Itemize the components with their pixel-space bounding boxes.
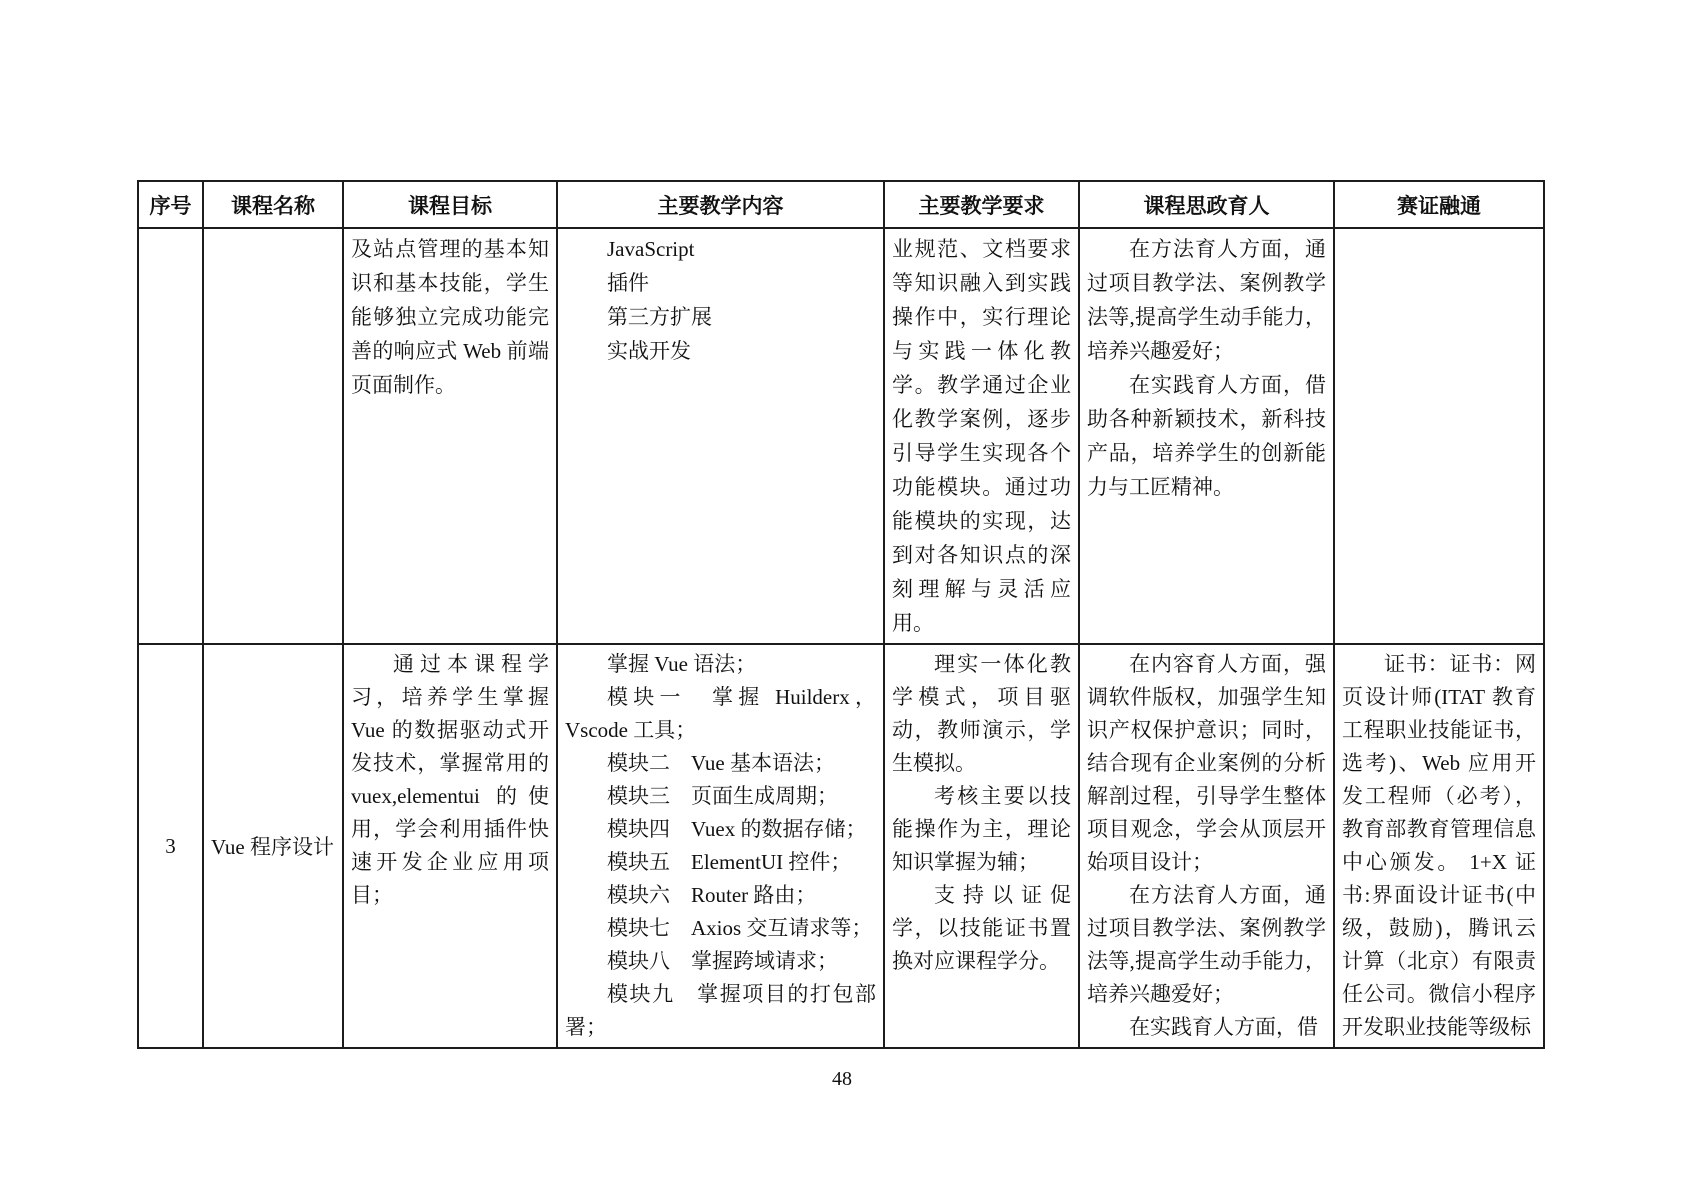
cell-certificates xyxy=(1334,228,1544,644)
header-teaching-requirements: 主要教学要求 xyxy=(884,181,1079,228)
objectives-paragraph: 及站点管理的基本知识和基本技能，学生能够独立完成功能完善的响应式 Web 前端页面制作。 xyxy=(351,237,549,397)
ideology-paragraph: 在方法育人方面，通过项目教学法、案例教学法等,提高学生动手能力，培养兴趣爱好； xyxy=(1087,237,1326,363)
page-number: 48 xyxy=(832,1068,852,1090)
content-line: 模块三 页面生成周期； xyxy=(607,784,838,808)
objectives-paragraph: 通过本课程学习，培养学生掌握 Vue 的数据驱动式开发技术，掌握常用的 vuex,elementui 的使用，学会利用插件快速开发企业应用项目； xyxy=(351,652,549,907)
content-line: 模块一 掌握 Huilderx，Vscode 工具； xyxy=(565,685,876,742)
cell-teaching-requirements xyxy=(884,228,1079,644)
cell-objectives xyxy=(343,644,557,1048)
header-objectives: 课程目标 xyxy=(343,181,557,228)
curriculum-table xyxy=(137,180,1545,1049)
cell-course-name xyxy=(203,228,343,644)
content-line: 模块二 Vue 基本语法； xyxy=(607,751,835,775)
header-course-name: 课程名称 xyxy=(203,181,343,228)
cell-teaching-content xyxy=(557,644,884,1048)
requirements-paragraph: 支持以证促学，以技能证书置换对应课程学分。 xyxy=(892,883,1071,973)
cell-ideology xyxy=(1079,644,1334,1048)
table-header-row xyxy=(138,181,1544,228)
content-line: 模块七 Axios 交互请求等； xyxy=(607,916,873,940)
content-line: 第三方扩展 xyxy=(607,305,712,329)
requirements-paragraph: 理实一体化教学模式，项目驱动，教师演示，学生模拟。 xyxy=(892,652,1071,775)
content-line: 掌握 Vue 语法； xyxy=(607,652,757,676)
cell-course-name: Vue 程序设计 xyxy=(203,644,343,1048)
content-line: 模块五 ElementUI 控件； xyxy=(607,850,852,874)
cell-teaching-requirements xyxy=(884,644,1079,1048)
content-line: 模块九 掌握项目的打包部署； xyxy=(565,982,876,1039)
table-row-continuation xyxy=(138,228,1544,644)
content-line: 实战开发 xyxy=(607,339,691,363)
content-line: 模块六 Router 路由； xyxy=(607,883,817,907)
cell-ideology xyxy=(1079,228,1334,644)
content-line: 模块四 Vuex 的数据存储； xyxy=(607,817,867,841)
header-seq: 序号 xyxy=(138,181,203,228)
ideology-paragraph: 在方法育人方面，通过项目教学法、案例教学法等,提高学生动手能力，培养兴趣爱好； xyxy=(1087,883,1326,1006)
ideology-paragraph: 在实践育人方面，借助各种新颖技术，新科技产品，培养学生的创新能力与工匠精神。 xyxy=(1087,373,1326,499)
requirements-paragraph: 考核主要以技能操作为主，理论知识掌握为辅； xyxy=(892,784,1071,874)
table-row-course-3 xyxy=(138,644,1544,1048)
content-line: 插件 xyxy=(607,271,649,295)
content-line: JavaScript xyxy=(607,237,695,261)
header-certificates: 赛证融通 xyxy=(1334,181,1544,228)
header-ideology: 课程思政育人 xyxy=(1079,181,1334,228)
requirements-paragraph: 业规范、文档要求等知识融入到实践操作中，实行理论与实践一体化教学。教学通过企业化教学案例，逐步引导学生实现各个功能模块。通过功能模块的实现，达到对各知识点的深刻理解与灵活应用。 xyxy=(892,237,1071,635)
cell-seq: 3 xyxy=(138,644,203,1048)
cell-objectives xyxy=(343,228,557,644)
header-teaching-content: 主要教学内容 xyxy=(557,181,884,228)
content-line: 模块八 掌握跨域请求； xyxy=(607,949,838,973)
certificates-paragraph: 证书：证书：网页设计师(ITAT 教育工程职业技能证书，选考)、Web 应用开发工程师（必考），教育部教育管理信息中心颁发。 1+X 证书:界面设计证书(中级，鼓励)，腾讯云计算（北京）有限责任公司。微信小程序开发职业技能等级标 xyxy=(1342,652,1536,1039)
cell-certificates xyxy=(1334,644,1544,1048)
ideology-paragraph: 在内容育人方面，强调软件版权，加强学生知识产权保护意识；同时，结合现有企业案例的分析解剖过程，引导学生整体项目观念，学会从顶层开始项目设计； xyxy=(1087,652,1326,874)
cell-teaching-content xyxy=(557,228,884,644)
cell-seq xyxy=(138,228,203,644)
ideology-paragraph: 在实践育人方面，借 xyxy=(1129,1015,1318,1039)
